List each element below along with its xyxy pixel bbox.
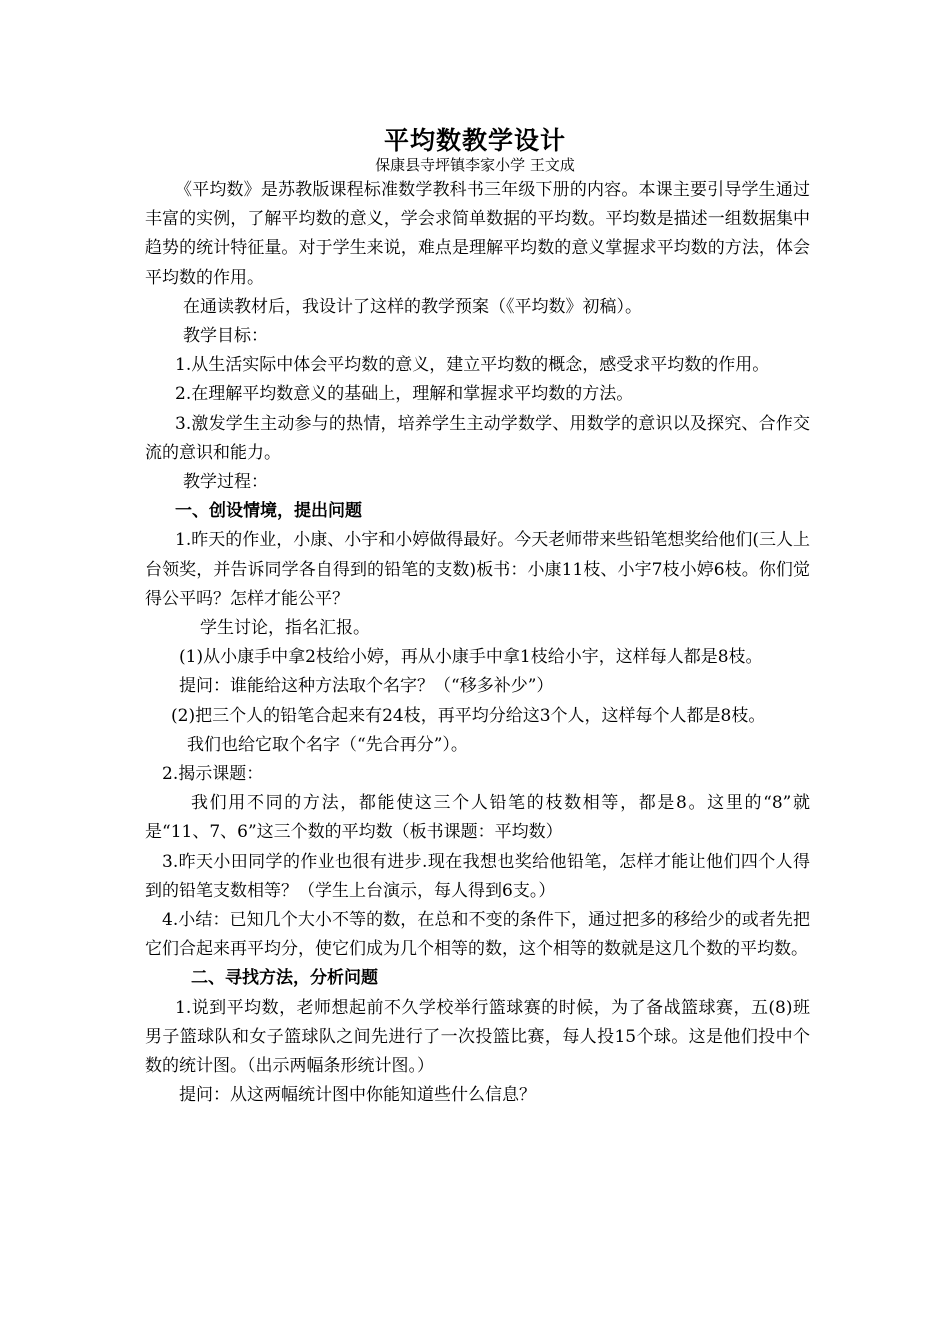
section-heading: 二、寻找方法，分析问题 <box>191 968 378 989</box>
document-byline: 保康县寺坪镇李家小学 王文成 <box>375 156 575 174</box>
document-body <box>145 176 810 1111</box>
section-heading: 一、创设情境，提出问题 <box>175 501 362 522</box>
body-paragraph: 教学过程： <box>183 472 268 493</box>
body-paragraph: 我们用不同的方法，都能使这三个人铅笔的枝数相等，都是8。这里的“8”就是“11、7、6”这三个数的平均数（板书课题：平均数） <box>145 793 810 843</box>
body-paragraph: 教学目标： <box>183 326 268 347</box>
body-paragraph: 3.激发学生主动参与的热情，培养学生主动学数学、用数学的意识以及探究、合作交流的意识和能力。 <box>145 413 810 463</box>
body-paragraph: (2)把三个人的铅笔合起来有24枝，再平均分给这3个人，这样每个人都是8枝。 <box>171 705 766 726</box>
body-paragraph: 提问：谁能给这种方法取个名字？（“移多补少”） <box>179 676 554 697</box>
body-paragraph: 4.小结：已知几个大小不等的数，在总和不变的条件下，通过把多的移给少的或者先把它们合起来再平均分，使它们成为几个相等的数，这个相等的数就是这几个数的平均数。 <box>145 910 810 960</box>
body-paragraph: 在通读教材后，我设计了这样的教学预案（《平均数》初稿）。 <box>183 296 642 317</box>
document-title: 平均数教学设计 <box>383 126 566 155</box>
body-paragraph: 我们也给它取个名字（“先合再分”）。 <box>187 734 468 755</box>
body-paragraph: 2.在理解平均数意义的基础上，理解和掌握求平均数的方法。 <box>175 384 634 405</box>
body-paragraph: 1.说到平均数，老师想起前不久学校举行篮球赛的时候，为了备战篮球赛，五(8)班男子篮球队和女子篮球队之间先进行了一次投篮比赛，每人投15个球。这是他们投中个数的统计图。（出示两幅条形统计图。） <box>145 997 810 1077</box>
body-paragraph: 1.从生活实际中体会平均数的意义，建立平均数的概念，感受求平均数的作用。 <box>175 355 770 376</box>
body-paragraph: (1)从小康手中拿2枝给小婷，再从小康手中拿1枝给小宇，这样每人都是8枝。 <box>179 647 763 668</box>
body-paragraph: 提问：从这两幅统计图中你能知道些什么信息？ <box>179 1085 536 1106</box>
body-paragraph: 1.昨天的作业，小康、小宇和小婷做得最好。今天老师带来些铅笔想奖给他们(三人上台领奖，并告诉同学各自得到的铅笔的支数)板书：小康11枝、小宇7枝小婷6枝。你们觉得公平吗？怎样才能公平？ <box>145 530 810 609</box>
body-paragraph: 2.揭示课题： <box>162 764 264 785</box>
body-paragraph: 《平均数》是苏教版课程标准数学教科书三年级下册的内容。本课主要引导学生通过丰富的实例，了解平均数的意义，学会求简单数据的平均数。平均数是描述一组数据集中趋势的统计特征量。对于学生来说，难点是理解平均数的意义掌握求平均数的方法，体会平均数的作用。 <box>145 180 810 288</box>
body-paragraph: 3.昨天小田同学的作业也很有进步.现在我想也奖给他铅笔，怎样才能让他们四个人得到的铅笔支数相等？（学生上台演示，每人得到6支。） <box>145 851 810 901</box>
body-paragraph: 学生讨论，指名汇报。 <box>200 618 370 639</box>
